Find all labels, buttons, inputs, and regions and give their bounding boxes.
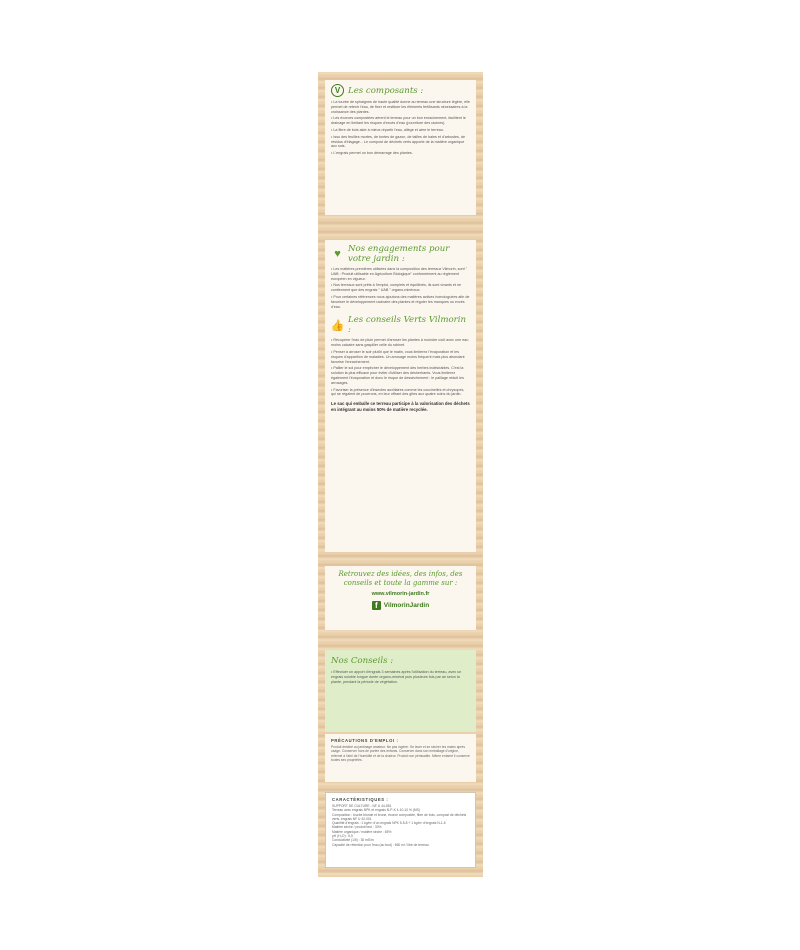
composants-list xyxy=(331,100,470,156)
conseils-verts-list xyxy=(331,338,470,397)
caracteristiques-line: SUPPORT DE CULTURE - NF U 44-551 xyxy=(332,804,392,808)
caracteristiques-line: Composition : tourbe blonde et brune, écorce compostée, fibre de bois, compost de déchets verts, engrais NF U 42-001 xyxy=(332,812,467,821)
v-circle-icon: V xyxy=(331,84,344,97)
list-item: • Pour certaines références nous ajoutons des matières actives homologuées afin de favoriser le développement racinaire des plantes et réguler les manques ou excès d'eau. xyxy=(331,295,470,309)
caracteristiques-line: Capacité de rétention pour l'eau (au brut) : 650 ml / litre de terreau xyxy=(332,842,429,847)
facebook-link[interactable] xyxy=(331,601,470,610)
engagements-panel xyxy=(325,240,476,552)
engagements-title: Nos engagements pour votre jardin : xyxy=(348,244,450,264)
nos-conseils-title: Nos Conseils : xyxy=(331,656,394,666)
caracteristiques-panel xyxy=(325,792,476,868)
list-item: • Favoriser la présence d'insectes auxiliaires comme les coccinelles et chrysopes, qui se régalent de pucerons, en leur offrant des gîtes aux quatre coins du jardin. xyxy=(331,388,470,398)
caracteristiques-line: Conductivité (1/5) : 30 mS/m xyxy=(332,838,374,843)
list-item: • Récupérer l'eau de pluie permet d'arroser les plantes à moindre coût avec une eau moins calcaire sans gaspiller celle du robinet. xyxy=(331,338,470,348)
thumbs-up-icon: 👍 xyxy=(330,319,345,332)
caracteristiques-line: Terreau avec engrais NPK et engrais N-P-K 4-10-10 % (MS) xyxy=(332,808,420,813)
composants-title: Les composants : xyxy=(348,85,424,96)
precautions-panel xyxy=(325,734,476,782)
nos-conseils-list xyxy=(331,670,470,684)
list-item: • La fibre de bois aide à mieux répartir l'eau, allège et aère le terreau. xyxy=(331,128,470,133)
caracteristiques-title: CARACTÉRISTIQUES : xyxy=(332,797,389,802)
heart-apple-icon: ♥ xyxy=(334,248,341,260)
caracteristiques-line: pH (H₂O) : 6,5 xyxy=(332,834,353,839)
engagements-header xyxy=(331,244,470,264)
conseils-verts-header xyxy=(331,315,470,335)
retrouvez-title: Retrouvez des idées, des infos, des conseils et toute la gamme sur : xyxy=(338,570,463,587)
list-item: • Les matières premières utilisées dans la composition des terreaux Vilmorin, sont " UAB : Produit utilisable en Agriculture Biologique" conformément au règlement européen en vigueur. xyxy=(331,267,470,281)
list-item: • Effectuer un apport d'engrais 3 semaines après l'utilisation du terreau, avec un engrais soluble longue durée organo-minéral puis plusieurs fois par an selon la plante, pendant la période de végétation. xyxy=(331,670,470,684)
list-item: • Issu des feuilles mortes, de tontes de gazon, de tailles de haies et d'arbustes, de résidus d'élagage... Le compost de déchets verts apporte de la matière organique aux sols. xyxy=(331,135,470,149)
caracteristiques-line: Matière organique / matière sèche : 65% xyxy=(332,829,392,834)
caracteristiques-line: Quantité d'engrais : 1 kg/m³ d'un engrais NPK 5-5-8 + 1 kg/m³ d'engrais N-1-6 xyxy=(332,821,446,826)
list-item: • Les écorces compostées aèrent le terreau pour un bon enracinement, facilitent le drainage en limitant les risques d'excès d'eau (pourriture des racines). xyxy=(331,116,470,126)
recycled-bag-note: Le sac qui emballe ce terreau participe à la valorisation des déchets en intégrant au moins 50% de matière recyclée. xyxy=(331,401,470,412)
precautions-text: Produit destiné au jardinage amateur. Ne pas ingérer. Se laver et se sécher les mains après usage. Conserver hors de portée des enfants. Conserver dans son emballage d'origine, refermé à l'abri de l'humidité et de la chaleur. Produit non périssable. Même entamé il conserve toutes ses propriétés. xyxy=(331,745,470,762)
facebook-label: VilmorinJardin xyxy=(383,602,430,609)
list-item: • Pailler le sol pour empêcher le développement des herbes indésirables. C'est la solution la plus efficace pour éviter d'utiliser des désherbants. Vous limiterez également l'évaporation et donc le risque de dessèchement : le paillage réduit les arrosages. xyxy=(331,366,470,385)
composants-header xyxy=(331,84,470,97)
caracteristiques-line: Matière sèche / produit brut : 30% xyxy=(332,825,382,830)
list-item: • Penser à arroser le soir plutôt que le matin, vous limiterez l'évaporation et les risques d'apparition de maladies. Un arrosage moins fréquent mais plus abondant favorise l'enracinement. xyxy=(331,350,470,364)
list-item: • L'engrais permet un bon démarrage des plantes. xyxy=(331,151,470,156)
engagements-list xyxy=(331,267,470,309)
list-item: • La tourbe de sphaignes de haute qualité donne au terreau une structure légère, elle permet de retenir l'eau, de fixer et restituer les éléments fertilisants nécessaires à la croissance des plantes. xyxy=(331,100,470,114)
list-item: • Nos terreaux sont prêts à l'emploi, complets et équilibrés, ils sont vivants et ne contiennent que des engrais " UAB " organo-minéraux. xyxy=(331,283,470,293)
facebook-icon: f xyxy=(372,601,381,610)
website-link[interactable]: www.vilmorin-jardin.fr xyxy=(371,591,430,597)
conseils-verts-title: Les conseils Verts Vilmorin : xyxy=(348,315,467,336)
composants-panel xyxy=(325,80,476,215)
nos-conseils-panel xyxy=(325,650,476,732)
precautions-title: PRÉCAUTIONS D'EMPLOI : xyxy=(331,738,399,743)
retrouvez-panel xyxy=(325,566,476,630)
